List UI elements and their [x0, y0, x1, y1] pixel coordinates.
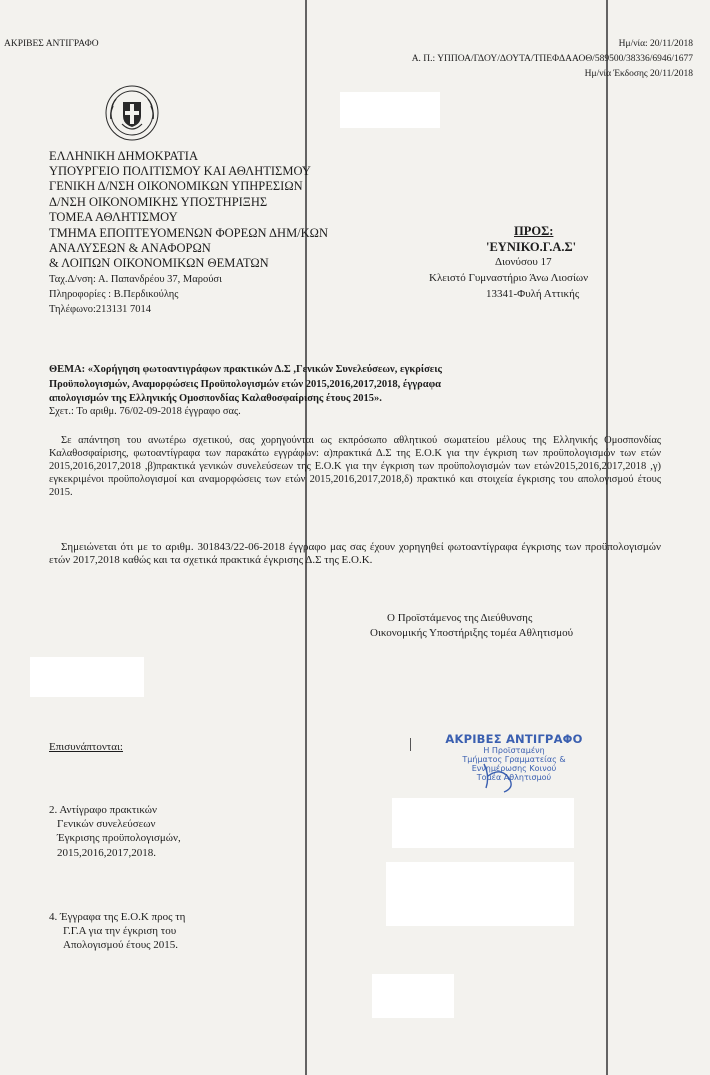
scan-line-left: [305, 0, 307, 1075]
redaction-box: [386, 862, 574, 926]
attachment-line: 2. Αντίγραφο πρακτικών: [49, 804, 157, 816]
sender-address: Ταχ.Δ/νση: Α. Παπανδρέου 37, Μαρούσι: [49, 274, 222, 285]
attachment-line: Γενικών συνελεύσεων: [57, 818, 156, 830]
redaction-box: [340, 92, 440, 128]
signature-line: Οικονομικής Υποστήριξης τομέα Αθλητισμού: [370, 627, 574, 639]
redaction-box: [30, 657, 144, 697]
recipient-to-label: ΠΡΟΣ:: [514, 224, 554, 238]
recipient-venue: Κλειστό Γυμναστήριο Άνω Λιοσίων: [429, 272, 589, 284]
sender-line: ΕΛΛΗΝΙΚΗ ΔΗΜΟΚΡΑΤΙΑ: [49, 149, 198, 163]
certified-copy-label: ΑΚΡΙΒΕΣ ΑΝΤΙΓΡΑΦΟ: [4, 39, 99, 49]
document-date: Ημ/νία: 20/11/2018: [618, 39, 693, 49]
sender-line: ΤΜΗΜΑ ΕΠΟΠΤΕΥΟΜΕΝΩΝ ΦΟΡΕΩΝ ΔΗΜ/ΚΩΝ: [49, 226, 329, 240]
stamp-line: Η Προϊσταμένη: [483, 746, 545, 755]
sender-line: Δ/ΝΣΗ ΟΙΚΟΝΟΜΙΚΗΣ ΥΠΟΣΤΗΡΙΞΗΣ: [49, 195, 268, 209]
stamp-signature-scribble: [474, 758, 524, 794]
stamp-line: Εννημέρωσης Κοινού: [471, 764, 557, 773]
subject-line: απολογισμών της Ελληνικής Ομοσπονδίας Καλαθοσφαίρισης έτους 2015».: [49, 393, 382, 404]
attachments-label: Επισυνάπτονται:: [49, 741, 123, 753]
greek-coat-of-arms-emblem: [104, 84, 160, 142]
stamp-line: Τομέα Αθλητισμού: [476, 773, 552, 782]
scan-mark: [410, 738, 411, 751]
sender-line: & ΛΟΙΠΩΝ ΟΙΚΟΝΟΜΙΚΩΝ ΘΕΜΑΤΩΝ: [49, 256, 269, 270]
protocol-number: Α. Π.: ΥΠΠΟΑ/ΓΔΟΥ/ΔΟΥΤΑ/ΤΠΕΦΔΑΑΟΘ/589500/38336/6946/1677: [411, 54, 693, 64]
sender-line: ΥΠΟΥΡΓΕΙΟ ΠΟΛΙΤΙΣΜΟΥ ΚΑΙ ΑΘΛΗΤΙΣΜΟΥ: [49, 164, 311, 178]
scan-line-right: [606, 0, 608, 1075]
recipient-street: Διονύσου 17: [495, 256, 552, 268]
sender-phone: Τηλέφωνο:213131 7014: [49, 304, 152, 315]
subject-line: Προϋπολογισμών, Αναμορφώσεις Προϋπολογισμών ετών 2015,2016,2017,2018, έγγραφα: [49, 379, 442, 390]
attachment-line: Απολογισμού έτους 2015.: [63, 939, 179, 951]
sender-line: ΑΝΑΛΥΣΕΩΝ & ΑΝΑΦΟΡΩΝ: [49, 241, 211, 255]
signature-line: Ο Προϊστάμενος της Διεύθυνσης: [387, 612, 533, 624]
recipient-city: 13341-Φυλή Αττικής: [486, 288, 580, 300]
subject-line: ΘΕΜΑ: «Χορήγηση φωτοαντιγράφων πρακτικών Δ.Σ ,Γενικών Συνελεύσεων, εγκρίσεις: [49, 364, 442, 375]
sender-info: Πληροφορίες : Β.Περδικούλης: [49, 289, 179, 300]
sender-line: ΓΕΝΙΚΗ Δ/ΝΣΗ ΟΙΚΟΝΟΜΙΚΩΝ ΥΠΗΡΕΣΙΩΝ: [49, 179, 303, 193]
attachment-line: 2015,2016,2017,2018.: [57, 847, 156, 859]
body-paragraph: Σε απάντηση του ανωτέρω σχετικού, σας χορηγούνται ως εκπρόσωπο αθλητικού σωματείου μέλους της Ελληνικής Ομοσπονδίας Καλαθοσφαίρισης, φωτοαντίγραφα των παρακάτω εγγράφων: α)πρακτικά Δ.Σ της Ε.Ο.Κ για την έγκριση των προϋπολογισμών των ετών 2015,2016,2017,2018 ,β)πρακτικά γενικών συνελεύσεων της Ε.Ο.Κ για την έγκριση των προϋπολογισμών των ετών2015,2016,2017,2018 ,γ) εγκεκριμένοι προϋπολογισμοί και αναμορφώσεις των ετών 2015,2016,2017,2018,δ) πρακτικό και στοιχεία έγκρισης του απολογισμού έτους 2015.: [49, 435, 661, 498]
attachment-line: Γ.Γ.Α για την έγκριση του: [63, 925, 177, 937]
recipient-name: 'ΕΥΝΙΚΟ.Γ.Α.Σ': [486, 240, 577, 254]
issue-date: Ημ/νία Έκδοσης 20/11/2018: [584, 69, 693, 79]
stamp-title: ΑΚΡΙΒΕΣ ΑΝΤΙΓΡΑΦΟ: [445, 732, 583, 746]
redaction-box: [392, 798, 574, 848]
attachment-line: Έγκρισης προϋπολογισμών,: [57, 832, 181, 844]
stamp-line: Τμήματος Γραμματείας &: [462, 755, 566, 764]
body-paragraph: Σημειώνεται ότι με το αριθμ. 301843/22-06-2018 έγγραφο μας σας έχουν χορηγηθεί φωτοαντίγραφα έγκρισης των προϋπολογισμών ετών 2017,2018 καθώς και τα σχετικά πρακτικά έγκρισης Δ.Σ της Ε.Ο.Κ.: [49, 541, 661, 566]
redaction-box: [372, 974, 454, 1018]
sender-line: ΤΟΜΕΑ ΑΘΛΗΤΙΣΜΟΥ: [49, 210, 178, 224]
attachment-line: 4. Έγγραφα της Ε.Ο.Κ προς τη: [49, 911, 186, 923]
subject-reference: Σχετ.: Το αριθμ. 76/02-09-2018 έγγραφο σας.: [49, 406, 241, 417]
